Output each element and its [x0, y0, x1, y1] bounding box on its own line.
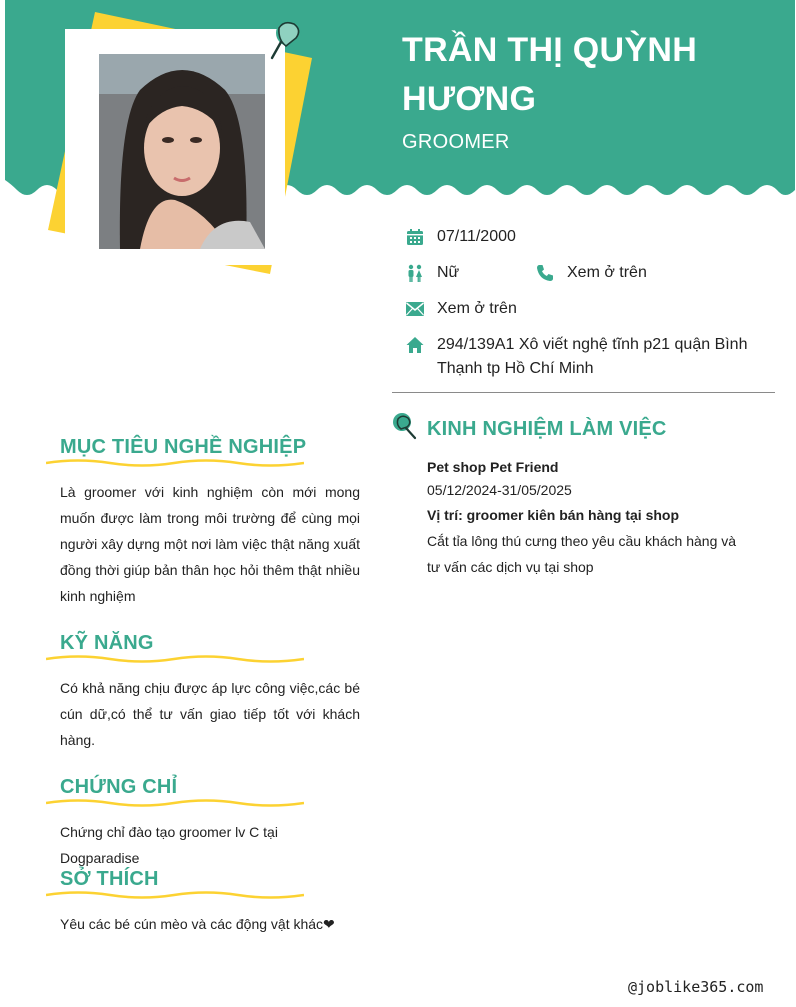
gender-row — [405, 261, 647, 285]
phone-icon — [535, 261, 555, 285]
gender-value: Nữ — [437, 264, 460, 281]
address-value: 294/139A1 Xô viết nghệ tĩnh p21 quận Bình Thạnh tp Hồ Chí Minh — [437, 336, 748, 377]
pushpin-icon — [392, 412, 418, 440]
experience-period: 05/12/2024-31/05/2025 — [427, 482, 572, 498]
email-row — [405, 297, 767, 321]
candidate-name: TRẦN THỊ QUỲNH HƯƠNG — [402, 31, 698, 118]
objective-underline — [46, 458, 304, 468]
profile-photo — [99, 54, 265, 249]
birthday-value: 07/11/2000 — [437, 228, 516, 245]
section-divider — [392, 392, 775, 393]
watermark: @joblike365.com — [628, 978, 764, 996]
email-value: Xem ở trên — [437, 300, 517, 317]
hobbies-title: SỞ THÍCH — [60, 868, 159, 890]
skills-underline — [46, 654, 304, 664]
job-title: GROOMER — [402, 131, 510, 153]
hobbies-underline — [46, 890, 304, 900]
birthday-row — [405, 225, 767, 249]
objective-body: Là groomer với kinh nghiệm còn mới mong muốn được làm trong môi trường để cùng mọi người xây dựng một nơi làm việc thật năng xuất đồng thời giúp bản thân học hỏi thêm thật nhiều kinh nghiệm — [60, 484, 360, 604]
experience-company: Pet shop Pet Friend — [427, 459, 559, 475]
phone-value: Xem ở trên — [567, 264, 647, 281]
hobbies-body: Yêu các bé cún mèo và các động vật khác❤ — [60, 916, 335, 932]
calendar-icon — [405, 225, 425, 249]
certificates-title: CHỨNG CHỈ — [60, 776, 178, 798]
experience-title: KINH NGHIỆM LÀM VIỆC — [427, 418, 667, 440]
skills-title: KỸ NĂNG — [60, 632, 154, 654]
experience-description: Cắt tỉa lông thú cưng theo yêu cầu khách hàng và tư vấn các dịch vụ tại shop — [427, 533, 737, 575]
home-icon — [405, 333, 425, 357]
certificates-body: Chứng chỉ đào tạo groomer lv C tại Dogparadise — [60, 824, 278, 866]
experience-position: Vị trí: groomer kiên bán hàng tại shop — [427, 507, 680, 523]
gender-icon — [405, 261, 425, 285]
email-icon — [405, 297, 425, 321]
experience-entry — [427, 456, 747, 580]
profile-photo-frame — [0, 0, 330, 290]
address-row — [405, 333, 767, 381]
objective-title: MỤC TIÊU NGHỀ NGHIỆP — [60, 436, 307, 458]
certificates-underline — [46, 798, 304, 808]
skills-body: Có khả năng chịu được áp lực công việc,các bé cún dữ,có thể tư vấn giao tiếp tốt với khách hàng. — [60, 680, 360, 748]
